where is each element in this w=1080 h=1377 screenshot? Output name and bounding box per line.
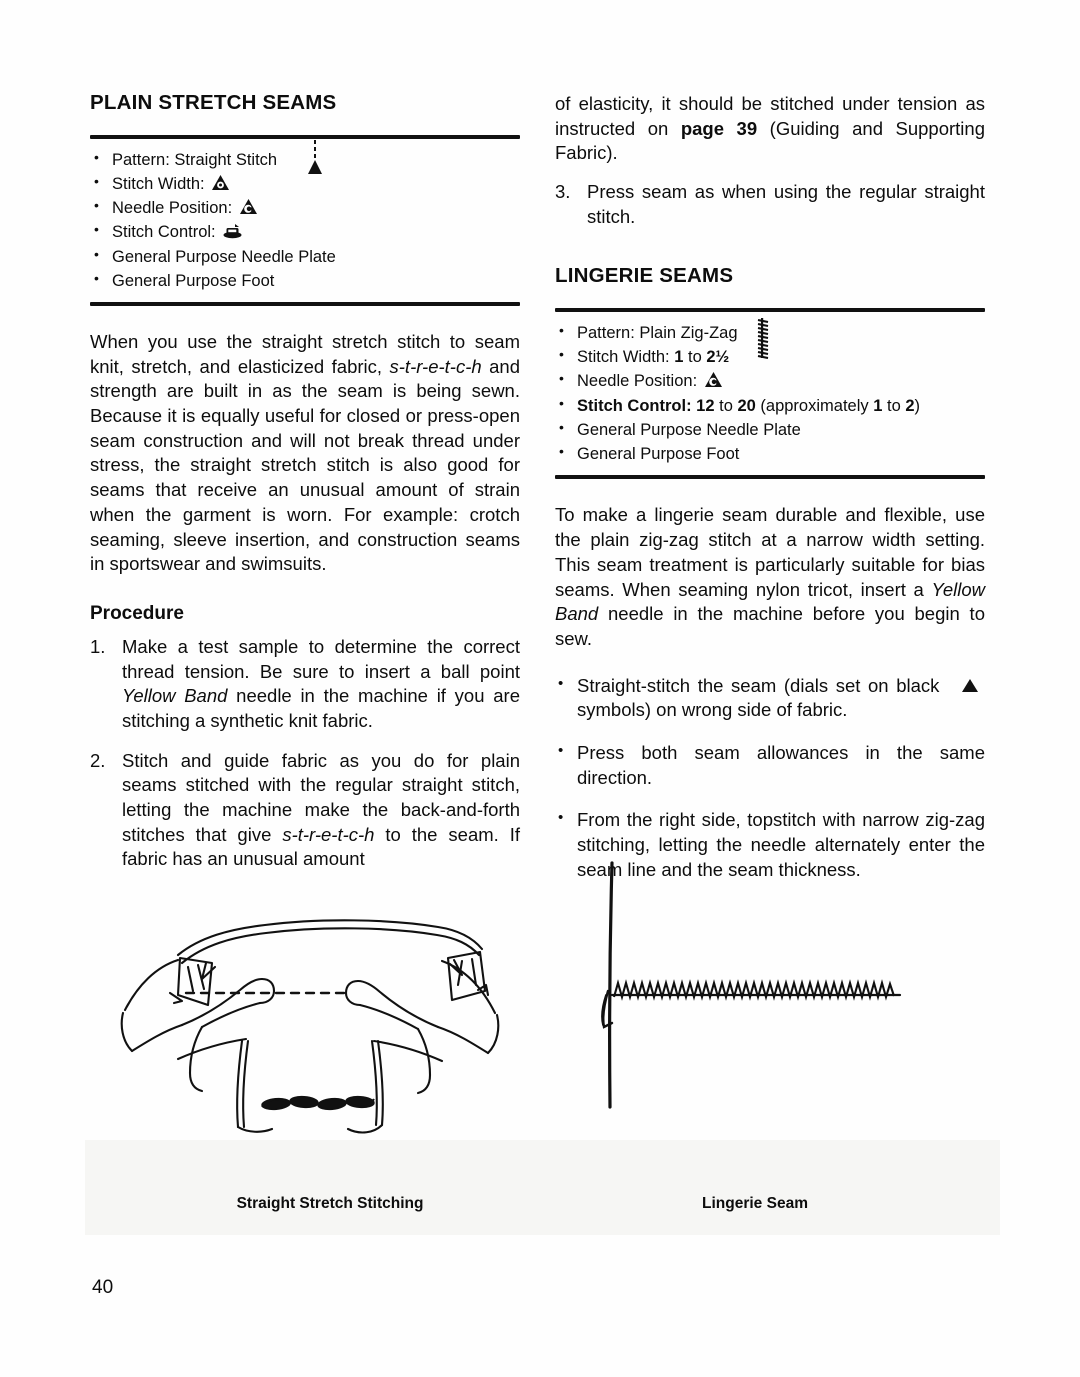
continued-text-a: of elasticity, it should be stitched under tension as instructed on: [555, 93, 985, 139]
plain-stretch-settings-list: [90, 139, 520, 303]
divider-rule-bottom-left: [90, 302, 520, 306]
instruction-1-text-b: symbols) on wrong side of fabric.: [577, 699, 848, 721]
lingerie-stitch-control-label: Stitch Control:: [577, 396, 692, 415]
lingerie-setting-stitch-width: [555, 345, 985, 369]
lingerie-stitch-control-min: 12: [696, 396, 715, 415]
lingerie-stitch-width-min: 1: [674, 348, 684, 367]
setting-needle-plate: • General Purpose Needle Plate: [90, 245, 520, 269]
lingerie-instruction-1: [555, 674, 985, 723]
setting-needle-position-label: Needle Position:: [112, 199, 233, 218]
left-column: [90, 92, 520, 872]
lingerie-setting-pattern: [555, 321, 985, 345]
lingerie-stitch-control-approx-open: (approximately: [755, 396, 874, 415]
procedure-step-1: [90, 635, 520, 734]
step-1-number: 1.: [90, 635, 106, 657]
lingerie-settings-list: [555, 312, 985, 476]
step-1-text-a: Make a test sample to determine the correct thread tension. Be sure to insert a ball point: [122, 635, 520, 682]
page-title: PLAIN STRETCH SEAMS: [90, 91, 337, 114]
lingerie-stitch-control-sep1: to: [714, 396, 738, 415]
step-2-number: 2.: [90, 749, 106, 771]
setting-pattern: [90, 148, 520, 172]
lingerie-seam-figure-art: [560, 845, 1000, 1175]
page-reference: page 39: [680, 117, 758, 139]
lingerie-stitch-control-approx-min: 1: [873, 396, 883, 415]
step-1-text-b: needle in the machine if you are stitching a synthetic knit fabric.: [122, 685, 520, 731]
procedure-steps-list: [90, 635, 520, 872]
lingerie-instruction-2: • Press both seam allowances in the same direction.: [555, 741, 985, 790]
lingerie-setting-foot: • General Purpose Foot: [555, 442, 985, 466]
lingerie-stitch-control-approx-max: 2: [905, 396, 915, 415]
lingerie-setting-needle-position: [555, 369, 985, 393]
setting-stitch-control: [90, 220, 520, 244]
step-3-text: Press seam as when using the regular straight stitch.: [587, 181, 985, 227]
instruction-1-text-a: Straight-stitch the seam (dials set on black: [577, 674, 940, 696]
intro-text-a: When you use the straight stretch stitch to seam knit, stretch, and elasticized fabric,: [90, 331, 520, 377]
lingerie-body-paragraph: [555, 503, 985, 651]
stitch-width-zero-triangle-icon: [211, 174, 230, 191]
step-2-emphasis: s-t-r-e-t-c-h: [282, 823, 375, 845]
lingerie-body-text-b: needle in the machine before you begin to sew.: [555, 603, 985, 649]
lingerie-stitch-control-approx-close: ): [914, 396, 921, 415]
lingerie-seam-illustration: [560, 845, 1000, 1235]
lingerie-stitch-control-max: 20: [737, 396, 756, 415]
setting-foot: • General Purpose Foot: [90, 269, 520, 293]
lingerie-pattern-label: Pattern:: [577, 323, 635, 342]
lingerie-instruction-3: • From the right side, topstitch with narrow zig-zag stitching, letting the needle alternately enter the seam line and the seam thickness.: [555, 808, 985, 882]
setting-needle-position: [90, 196, 520, 220]
setting-stitch-width: [90, 172, 520, 196]
step-2-text-b: to the seam. If fabric has an unusual amount: [122, 823, 520, 870]
setting-stitch-control-label: Stitch Control:: [112, 223, 216, 242]
straight-stitch-pattern-icon: [306, 138, 324, 176]
straight-stretch-figure-art: [90, 845, 530, 1175]
setting-stitch-width-label: Stitch Width:: [112, 174, 205, 193]
step-2-text-a: Stitch and guide fabric as you do for plain seams stitched with the regular straight stitch, letting the machine make the back-and-forth stitches that give: [122, 749, 520, 845]
black-triangle-symbol: [961, 678, 979, 693]
straight-stretch-figure-caption: Straight Stretch Stitching: [236, 1195, 424, 1212]
continued-paragraph: [555, 92, 985, 166]
right-column: [555, 92, 985, 882]
lingerie-pattern-value: Plain Zig-Zag: [639, 323, 738, 342]
lingerie-stitch-width-sep: to: [683, 348, 707, 367]
continued-text-b: (Guiding and Supporting Fabric).: [555, 117, 985, 164]
lingerie-body-emphasis: Yellow Band: [555, 578, 985, 625]
lingerie-seam-figure-caption: Lingerie Seam: [702, 1195, 808, 1212]
lingerie-stitch-width-max: 2½: [706, 348, 730, 367]
step-3-number: 3.: [555, 181, 571, 203]
intro-text-b: and strength are built in as the seam is being sewn. Because it is equally useful for closed or press-open seam construction and will not break thread under stress, the straight stretch stitch is also good for seams that receive an unusual amount of strain when the garment is worn. For example: crotch seaming, sleeve insertion, and construction seams in sportswear and swimsuits.: [90, 355, 520, 575]
intro-paragraph: [90, 330, 520, 577]
lingerie-stitch-control-sep2: to: [882, 396, 906, 415]
needle-position-center-triangle-icon: [239, 198, 258, 215]
lingerie-stitch-width-label: Stitch Width:: [577, 348, 670, 367]
stitch-control-dial-icon: [222, 222, 243, 239]
lingerie-body-text-a: To make a lingerie seam durable and flexible, use the plain zig-zag stitch at a narrow width setting. This seam treatment is particularly suitable for bias seams. When seaming nylon tricot, insert a: [555, 504, 985, 600]
lingerie-setting-stitch-control: [555, 394, 985, 418]
step-1-emphasis: Yellow Band: [122, 685, 228, 707]
procedure-step-3: [555, 180, 985, 229]
lingerie-section-title: LINGERIE SEAMS: [555, 264, 734, 288]
straight-stretch-stitching-illustration: [90, 845, 530, 1235]
procedure-heading: Procedure: [90, 602, 184, 624]
intro-stretch-emphasis: s-t-r-e-t-c-h: [389, 355, 482, 377]
needle-position-center-triangle-icon: [704, 371, 723, 388]
setting-pattern-value: Straight Stitch: [174, 150, 278, 169]
page-number: 40: [92, 1277, 114, 1298]
setting-pattern-label: Pattern:: [112, 150, 170, 169]
lingerie-needle-position-label: Needle Position:: [577, 372, 698, 391]
lingerie-setting-needle-plate: • General Purpose Needle Plate: [555, 418, 985, 442]
divider-rule-bottom-right: [555, 475, 985, 479]
